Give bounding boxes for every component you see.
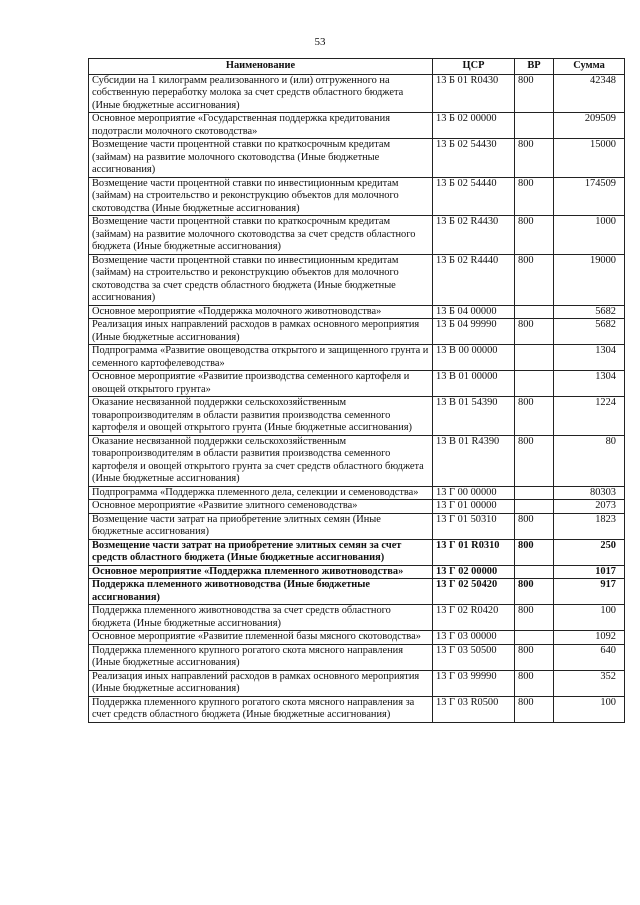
- cell-name: Основное мероприятие «Поддержка племенного животноводства»: [89, 565, 433, 579]
- header-name: Наименование: [89, 59, 433, 75]
- cell-type: 800: [515, 696, 554, 722]
- table-row: [89, 513, 625, 539]
- cell-sum: 1017: [554, 565, 625, 579]
- cell-code: 13 Г 01 R0310: [433, 539, 515, 565]
- cell-type: 800: [515, 254, 554, 305]
- cell-name: Возмещение части затрат на приобретение элитных семян (Иные бюджетные ассигнования): [89, 513, 433, 539]
- table-row: [89, 579, 625, 605]
- cell-name: Возмещение части процентной ставки по инвестиционным кредитам (займам) на строительство и реконструкцию объектов для молочного скотоводства (Иные бюджетные ассигнования): [89, 177, 433, 216]
- cell-code: 13 Б 02 R4440: [433, 254, 515, 305]
- table-row: [89, 670, 625, 696]
- cell-name: Поддержка племенного крупного рогатого скота мясного направления за счет средств областного бюджета (Иные бюджетные ассигнования): [89, 696, 433, 722]
- cell-code: 13 Г 02 R0420: [433, 605, 515, 631]
- cell-type: 800: [515, 644, 554, 670]
- table-row: [89, 74, 625, 113]
- cell-code: 13 Г 02 50420: [433, 579, 515, 605]
- table-row: [89, 177, 625, 216]
- cell-sum: 1304: [554, 371, 625, 397]
- cell-code: 13 Г 01 00000: [433, 500, 515, 514]
- cell-sum: 209509: [554, 113, 625, 139]
- table-row: [89, 631, 625, 645]
- table-row: [89, 486, 625, 500]
- table-row: [89, 696, 625, 722]
- cell-type: [515, 305, 554, 319]
- cell-sum: 917: [554, 579, 625, 605]
- cell-sum: 100: [554, 605, 625, 631]
- cell-type: 800: [515, 670, 554, 696]
- cell-type: 800: [515, 539, 554, 565]
- cell-name: Поддержка племенного животноводства за счет средств областного бюджета (Иные бюджетные ассигнования): [89, 605, 433, 631]
- cell-type: [515, 486, 554, 500]
- cell-code: 13 В 01 54390: [433, 397, 515, 436]
- table-row: [89, 319, 625, 345]
- table-row: [89, 565, 625, 579]
- cell-sum: 250: [554, 539, 625, 565]
- table-row: [89, 305, 625, 319]
- cell-name: Возмещение части процентной ставки по инвестиционным кредитам (займам) на строительство и реконструкцию объектов для молочного скотоводства за счет средств областного бюджета (Иные бюджетные ассигнования): [89, 254, 433, 305]
- cell-sum: 100: [554, 696, 625, 722]
- cell-sum: 352: [554, 670, 625, 696]
- cell-type: 800: [515, 579, 554, 605]
- table-row: [89, 113, 625, 139]
- cell-code: 13 Г 03 00000: [433, 631, 515, 645]
- cell-name: Оказание несвязанной поддержки сельскохозяйственным товаропроизводителям в области развития производства семенного картофеля и овощей открытого грунта (Иные бюджетные ассигнования): [89, 397, 433, 436]
- budget-table: [88, 58, 625, 723]
- table-row: [89, 397, 625, 436]
- cell-code: 13 Б 04 99990: [433, 319, 515, 345]
- cell-code: 13 В 00 00000: [433, 345, 515, 371]
- cell-code: 13 Б 02 R4430: [433, 216, 515, 255]
- cell-name: Основное мероприятие «Развитие производства семенного картофеля и овощей открытого грунта»: [89, 371, 433, 397]
- table-row: [89, 139, 625, 178]
- table-body: [89, 74, 625, 722]
- cell-sum: 1304: [554, 345, 625, 371]
- cell-sum: 1224: [554, 397, 625, 436]
- cell-sum: 42348: [554, 74, 625, 113]
- cell-sum: 5682: [554, 305, 625, 319]
- header-type: ВР: [515, 59, 554, 75]
- table-row: [89, 539, 625, 565]
- cell-code: 13 Г 03 50500: [433, 644, 515, 670]
- cell-type: [515, 631, 554, 645]
- cell-code: 13 Б 04 00000: [433, 305, 515, 319]
- table-row: [89, 371, 625, 397]
- cell-code: 13 Б 01 R0430: [433, 74, 515, 113]
- table-row: [89, 644, 625, 670]
- cell-sum: 19000: [554, 254, 625, 305]
- table-row: [89, 345, 625, 371]
- cell-type: 800: [515, 74, 554, 113]
- cell-name: Оказание несвязанной поддержки сельскохозяйственным товаропроизводителям в области развития производства семенного картофеля и овощей открытого грунта за счет средств областного бюджета (Иные бюджетные ассигнования): [89, 435, 433, 486]
- cell-name: Основное мероприятие «Государственная поддержка кредитования подотрасли молочного скотоводства»: [89, 113, 433, 139]
- cell-type: [515, 113, 554, 139]
- cell-name: Возмещение части процентной ставки по краткосрочным кредитам (займам) на развитие молочного скотоводства (Иные бюджетные ассигнования): [89, 139, 433, 178]
- cell-sum: 1092: [554, 631, 625, 645]
- cell-name: Подпрограмма «Развитие овощеводства открытого и защищенного грунта и семенного картофелеводства»: [89, 345, 433, 371]
- cell-type: 800: [515, 177, 554, 216]
- cell-code: 13 Г 03 99990: [433, 670, 515, 696]
- cell-code: 13 Б 02 54430: [433, 139, 515, 178]
- cell-type: [515, 371, 554, 397]
- table-row: [89, 254, 625, 305]
- cell-name: Возмещение части затрат на приобретение элитных семян за счет средств областного бюджета (Иные бюджетные ассигнования): [89, 539, 433, 565]
- cell-name: Основное мероприятие «Развитие племенной базы мясного скотоводства»: [89, 631, 433, 645]
- cell-type: 800: [515, 216, 554, 255]
- cell-name: Поддержка племенного крупного рогатого скота мясного направления (Иные бюджетные ассигнования): [89, 644, 433, 670]
- cell-sum: 1000: [554, 216, 625, 255]
- cell-code: 13 В 01 00000: [433, 371, 515, 397]
- cell-code: 13 Г 01 50310: [433, 513, 515, 539]
- cell-type: 800: [515, 139, 554, 178]
- table-row: [89, 435, 625, 486]
- cell-sum: 80303: [554, 486, 625, 500]
- cell-type: 800: [515, 397, 554, 436]
- cell-type: 800: [515, 435, 554, 486]
- cell-name: Реализация иных направлений расходов в рамках основного мероприятия (Иные бюджетные ассигнования): [89, 319, 433, 345]
- cell-sum: 15000: [554, 139, 625, 178]
- table-header-row: [89, 59, 625, 75]
- cell-sum: 5682: [554, 319, 625, 345]
- cell-name: Возмещение части процентной ставки по краткосрочным кредитам (займам) на развитие молочного скотоводства за счет средств областного бюджета (Иные бюджетные ассигнования): [89, 216, 433, 255]
- cell-code: 13 Б 02 00000: [433, 113, 515, 139]
- page-number: 53: [314, 36, 326, 48]
- header-sum: Сумма: [554, 59, 625, 75]
- cell-code: 13 Б 02 54440: [433, 177, 515, 216]
- table-row: [89, 216, 625, 255]
- header-code: ЦСР: [433, 59, 515, 75]
- cell-sum: 640: [554, 644, 625, 670]
- cell-code: 13 Г 02 00000: [433, 565, 515, 579]
- cell-name: Основное мероприятие «Развитие элитного семеноводства»: [89, 500, 433, 514]
- cell-sum: 174509: [554, 177, 625, 216]
- table-row: [89, 500, 625, 514]
- cell-type: [515, 345, 554, 371]
- cell-name: Основное мероприятие «Поддержка молочного животноводства»: [89, 305, 433, 319]
- table-row: [89, 605, 625, 631]
- cell-sum: 2073: [554, 500, 625, 514]
- cell-type: 800: [515, 319, 554, 345]
- cell-type: [515, 565, 554, 579]
- cell-code: 13 Г 03 R0500: [433, 696, 515, 722]
- cell-sum: 80: [554, 435, 625, 486]
- cell-type: [515, 500, 554, 514]
- cell-name: Реализация иных направлений расходов в рамках основного мероприятия (Иные бюджетные ассигнования): [89, 670, 433, 696]
- cell-type: 800: [515, 513, 554, 539]
- cell-name: Субсидии на 1 килограмм реализованного и (или) отгруженного на собственную переработку молока за счет средств областного бюджета (Иные бюджетные ассигнования): [89, 74, 433, 113]
- cell-type: 800: [515, 605, 554, 631]
- cell-sum: 1823: [554, 513, 625, 539]
- cell-name: Подпрограмма «Поддержка племенного дела, селекции и семеноводства»: [89, 486, 433, 500]
- cell-code: 13 В 01 R4390: [433, 435, 515, 486]
- cell-code: 13 Г 00 00000: [433, 486, 515, 500]
- cell-name: Поддержка племенного животноводства (Иные бюджетные ассигнования): [89, 579, 433, 605]
